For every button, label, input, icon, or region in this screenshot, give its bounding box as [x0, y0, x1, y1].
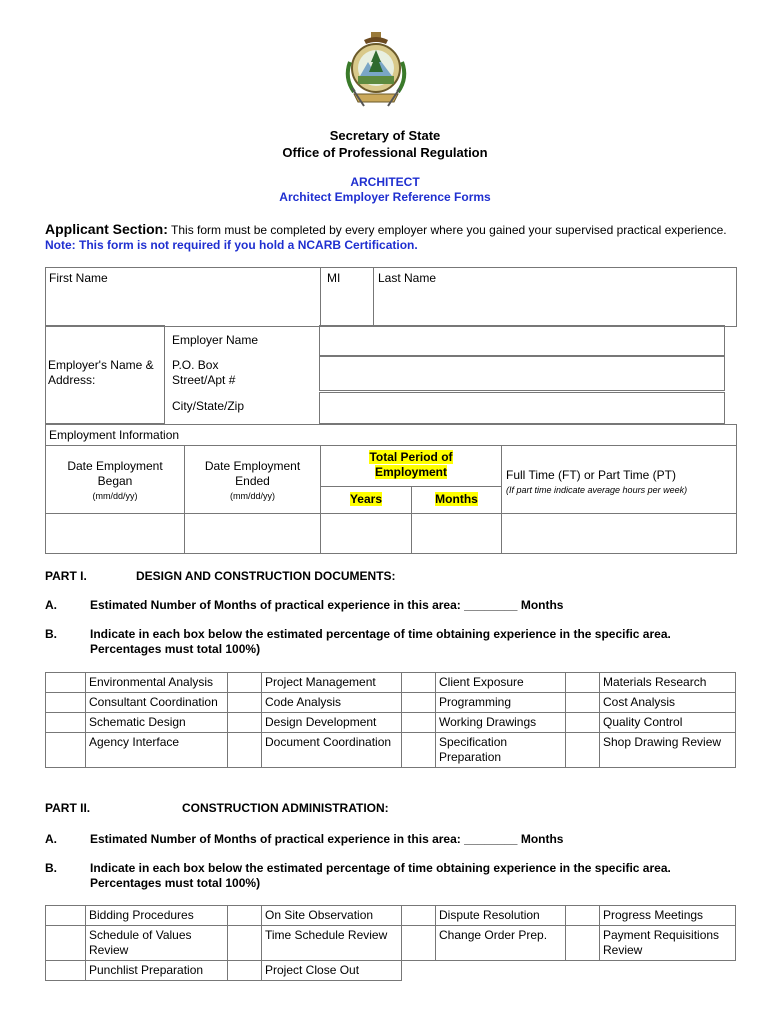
percentage-input[interactable] [46, 961, 86, 981]
applicant-instructions [45, 222, 735, 253]
state-seal-icon [340, 32, 412, 108]
percentage-input[interactable] [46, 926, 86, 961]
category-label: Materials Research [600, 673, 736, 693]
category-label: Dispute Resolution [436, 906, 566, 926]
part1-b-text [90, 627, 730, 657]
po-box-line2: Street/Apt # [172, 373, 236, 387]
ftpt-note: (If part time indicate average hours per week) [506, 485, 688, 495]
percentage-input[interactable] [46, 693, 86, 713]
category-label: Payment Requisitions Review [600, 926, 736, 961]
part2-b-text [90, 861, 730, 891]
date-began-line1: Date Employment [67, 459, 163, 473]
empty-cell [402, 961, 436, 981]
category-label: Quality Control [600, 713, 736, 733]
part2-b-text2: Percentages must total 100%) [90, 876, 261, 890]
form-category: ARCHITECT [350, 175, 420, 189]
table-row [46, 906, 736, 926]
note-label: Note: [45, 238, 76, 252]
months-field[interactable] [412, 514, 501, 552]
part1-percentage-table [45, 672, 736, 768]
category-label: Shop Drawing Review [600, 733, 736, 768]
percentage-input[interactable] [402, 693, 436, 713]
percentage-input[interactable] [566, 693, 600, 713]
category-label: Schedule of Values Review [86, 926, 228, 961]
table-row [46, 673, 736, 693]
percentage-input[interactable] [566, 733, 600, 768]
part1-a-text: Estimated Number of Months of practical experience in this area: ________ Months [90, 598, 564, 612]
po-box-label [172, 358, 235, 388]
percentage-input[interactable] [402, 713, 436, 733]
percentage-input[interactable] [228, 961, 262, 981]
total-period-line2: Employment [374, 465, 447, 479]
empty-cell [566, 961, 600, 981]
part1-b-label: B. [45, 627, 57, 641]
percentage-input[interactable] [402, 673, 436, 693]
percentage-input[interactable] [402, 733, 436, 768]
date-ended-line1: Date Employment [204, 459, 301, 473]
total-period-header [321, 450, 501, 480]
city-label: City/State/Zip [172, 399, 245, 413]
last-name-label: Last Name [378, 271, 437, 285]
part1-a-label: A. [45, 598, 57, 612]
date-ended-line2: Ended [235, 474, 270, 488]
first-name-label: First Name [49, 271, 108, 285]
part2-b-label: B. [45, 861, 57, 875]
mi-field[interactable] [321, 287, 372, 324]
table-row [46, 733, 736, 768]
table-row [46, 926, 736, 961]
date-began-format: (mm/dd/yy) [92, 491, 138, 501]
percentage-input[interactable] [46, 733, 86, 768]
date-began-header [46, 459, 184, 504]
part1-b-text1: Indicate in each box below the estimated percentage of time obtaining experience in the specific area. [90, 627, 671, 641]
date-ended-format: (mm/dd/yy) [230, 491, 275, 501]
table-row [46, 713, 736, 733]
part2-a-text: Estimated Number of Months of practical experience in this area: ________ Months [90, 832, 564, 846]
percentage-input[interactable] [566, 906, 600, 926]
percentage-input[interactable] [228, 673, 262, 693]
applicant-text: This form must be completed by every employer where you gained your supervised practical experience. [171, 223, 727, 237]
category-label: Agency Interface [86, 733, 228, 768]
form-title: Architect Employer Reference Forms [279, 190, 491, 204]
years-label: Years [349, 492, 383, 506]
percentage-input[interactable] [402, 926, 436, 961]
street-field[interactable] [319, 356, 725, 391]
part2-a-label: A. [45, 832, 57, 846]
date-began-field[interactable] [46, 514, 184, 552]
empty-cell [436, 961, 566, 981]
part2-label: PART II. [45, 801, 91, 815]
category-label: On Site Observation [262, 906, 402, 926]
part2-percentage-table [45, 905, 736, 981]
category-label: Working Drawings [436, 713, 566, 733]
percentage-input[interactable] [228, 733, 262, 768]
ftpt-label: Full Time (FT) or Part Time (PT) [506, 468, 677, 482]
category-label: Client Exposure [436, 673, 566, 693]
category-label: Specification Preparation [436, 733, 566, 768]
part1-title: DESIGN AND CONSTRUCTION DOCUMENTS: [136, 569, 396, 583]
page-subtitle: Office of Professional Regulation [282, 145, 488, 160]
percentage-input[interactable] [46, 906, 86, 926]
table-row [46, 693, 736, 713]
last-name-field[interactable] [374, 287, 734, 324]
category-label: Progress Meetings [600, 906, 736, 926]
employer-address-label: Employer's Name & Address: [48, 358, 154, 387]
percentage-input[interactable] [46, 673, 86, 693]
category-label: Project Close Out [262, 961, 402, 981]
category-label: Bidding Procedures [86, 906, 228, 926]
category-label: Project Management [262, 673, 402, 693]
page-title: Secretary of State [329, 128, 441, 143]
percentage-input[interactable] [228, 926, 262, 961]
city-field[interactable] [319, 392, 725, 424]
category-label: Schematic Design [86, 713, 228, 733]
years-header [321, 492, 411, 506]
employer-name-label: Employer Name [172, 333, 259, 347]
years-field[interactable] [321, 514, 411, 552]
category-label: Design Development [262, 713, 402, 733]
date-ended-header [185, 459, 320, 504]
part2-title: CONSTRUCTION ADMINISTRATION: [182, 801, 389, 815]
applicant-section-label: Applicant Section: [45, 221, 168, 237]
category-label: Consultant Coordination [86, 693, 228, 713]
category-label: Change Order Prep. [436, 926, 566, 961]
empty-cell [600, 961, 736, 981]
percentage-input[interactable] [402, 906, 436, 926]
part1-b-text2: Percentages must total 100%) [90, 642, 261, 656]
percentage-input[interactable] [46, 713, 86, 733]
ftpt-header [506, 468, 734, 498]
category-label: Cost Analysis [600, 693, 736, 713]
percentage-input[interactable] [228, 693, 262, 713]
po-box-line1: P.O. Box [172, 358, 219, 372]
ftpt-field[interactable] [502, 514, 735, 552]
date-began-line2: Began [97, 474, 133, 488]
percentage-input[interactable] [566, 926, 600, 961]
percentage-input[interactable] [566, 713, 600, 733]
total-period-line1: Total Period of [369, 450, 453, 464]
employer-name-field[interactable] [319, 325, 725, 356]
note-text: This form is not required if you hold a NCARB Certification. [79, 238, 418, 252]
category-label: Document Coordination [262, 733, 402, 768]
part2-b-text1: Indicate in each box below the estimated percentage of time obtaining experience in the specific area. [90, 861, 671, 875]
category-label: Programming [436, 693, 566, 713]
percentage-input[interactable] [228, 906, 262, 926]
category-label: Code Analysis [262, 693, 402, 713]
percentage-input[interactable] [566, 673, 600, 693]
mi-label: MI [327, 271, 341, 285]
category-label: Environmental Analysis [86, 673, 228, 693]
date-ended-field[interactable] [185, 514, 320, 552]
category-label: Punchlist Preparation [86, 961, 228, 981]
employment-info-label: Employment Information [49, 428, 180, 442]
first-name-field[interactable] [46, 287, 319, 324]
percentage-input[interactable] [228, 713, 262, 733]
category-label: Time Schedule Review [262, 926, 402, 961]
part1-label: PART I. [45, 569, 87, 583]
months-label: Months [435, 492, 478, 506]
months-header [412, 492, 501, 506]
table-row [46, 961, 736, 981]
